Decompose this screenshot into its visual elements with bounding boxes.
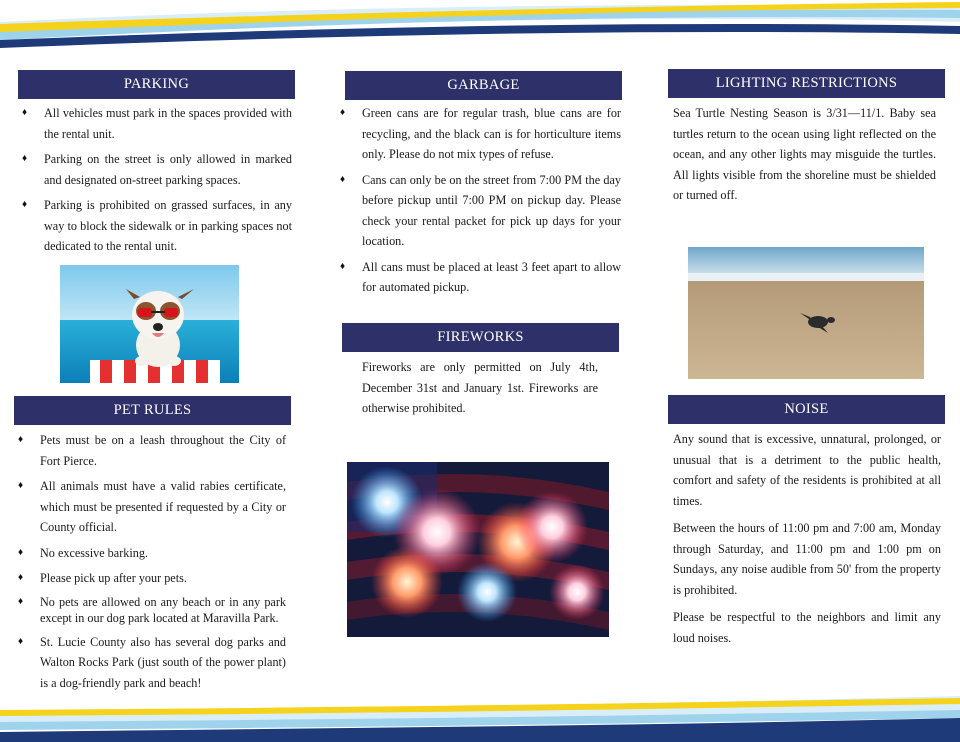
diamond-bullet-icon: ♦ bbox=[18, 546, 24, 558]
dog-beach-image bbox=[60, 265, 239, 383]
list-item: ♦ All animals must have a valid rabies certificate, which must be presented if requested by a City or County official. bbox=[16, 476, 286, 538]
list-item: ♦ Pets must be on a leash throughout the City of Fort Pierce. bbox=[16, 430, 286, 471]
list-item: ♦ Green cans are for regular trash, blue cans are for recycling, and the black can is for horticulture items only. Please do not mix types of refuse. bbox=[338, 103, 621, 165]
diamond-bullet-icon: ♦ bbox=[340, 260, 346, 272]
list-item: ♦ Cans can only be on the street from 7:00 PM the day before pickup until 7:00 PM on pickup day. Please check your rental packet for pick up days for your location. bbox=[338, 170, 621, 252]
diamond-bullet-icon: ♦ bbox=[22, 153, 28, 164]
pet-rules-list bbox=[16, 430, 286, 698]
diamond-bullet-icon: ♦ bbox=[340, 173, 346, 185]
bottom-wave-decoration bbox=[0, 696, 960, 742]
diamond-bullet-icon: ♦ bbox=[22, 107, 28, 118]
garbage-header: GARBAGE bbox=[345, 71, 622, 100]
list-item: ♦ Please pick up after your pets. bbox=[16, 568, 286, 589]
sea-turtle-beach-image bbox=[688, 247, 924, 379]
list-item: ♦ No pets are allowed on any beach or in any park except in our dog park located at Maravilla Park. bbox=[18, 594, 286, 625]
diamond-bullet-icon: ♦ bbox=[18, 635, 24, 647]
fireworks-text: Fireworks are only permitted on July 4th, December 31st and January 1st. Fireworks are otherwise prohibited. bbox=[362, 360, 598, 415]
parking-header: PARKING bbox=[18, 70, 295, 99]
diamond-bullet-icon: ♦ bbox=[18, 434, 24, 445]
top-wave-decoration bbox=[0, 0, 960, 52]
list-item: ♦ Parking is prohibited on grassed surfaces, in any way to block the sidewalk or in parking spaces not dedicated to the rental unit. bbox=[20, 195, 292, 257]
diamond-bullet-icon: ♦ bbox=[18, 595, 24, 607]
fireworks-flag-image bbox=[347, 462, 609, 637]
noise-paragraph: Any sound that is excessive, unnatural, prolonged, or unusual that is a detriment to the public health, comfort and safety of the residents is prohibited at all times. bbox=[673, 432, 941, 508]
lighting-text: Sea Turtle Nesting Season is 3/31—11/1. Baby sea turtles return to the ocean using light reflected on the ocean, and any other lights may misguide the turtles. All lights visible from the shoreline must be shielded or turned off. bbox=[673, 106, 936, 202]
lighting-header: LIGHTING RESTRICTIONS bbox=[668, 69, 945, 98]
diamond-bullet-icon: ♦ bbox=[22, 199, 28, 210]
diamond-bullet-icon: ♦ bbox=[340, 107, 346, 118]
garbage-list bbox=[338, 103, 621, 303]
parking-list bbox=[20, 103, 292, 262]
diamond-bullet-icon: ♦ bbox=[18, 480, 24, 491]
list-item: ♦ All cans must be placed at least 3 feet apart to allow for automated pickup. bbox=[338, 257, 621, 298]
noise-header: NOISE bbox=[668, 395, 945, 424]
noise-paragraph: Please be respectful to the neighbors and limit any loud noises. bbox=[673, 610, 941, 645]
list-item: ♦ All vehicles must park in the spaces provided with the rental unit. bbox=[20, 103, 292, 144]
list-item: ♦ St. Lucie County also has several dog parks and Walton Rocks Park (just south of the power plant) is a dog-friendly park and beach! bbox=[16, 632, 286, 694]
fireworks-header: FIREWORKS bbox=[342, 323, 619, 352]
noise-text bbox=[673, 429, 941, 655]
list-item: ♦ Parking on the street is only allowed in marked and designated on-street parking spaces. bbox=[20, 149, 292, 190]
diamond-bullet-icon: ♦ bbox=[18, 572, 24, 583]
list-item: ♦ No excessive barking. bbox=[16, 543, 286, 564]
noise-paragraph: Between the hours of 11:00 pm and 7:00 am, Monday through Saturday, and 11:00 pm and 1:00 pm on Sundays, any noise audible from 50' from the property is prohibited. bbox=[673, 521, 941, 597]
pet-rules-header: PET RULES bbox=[14, 396, 291, 425]
